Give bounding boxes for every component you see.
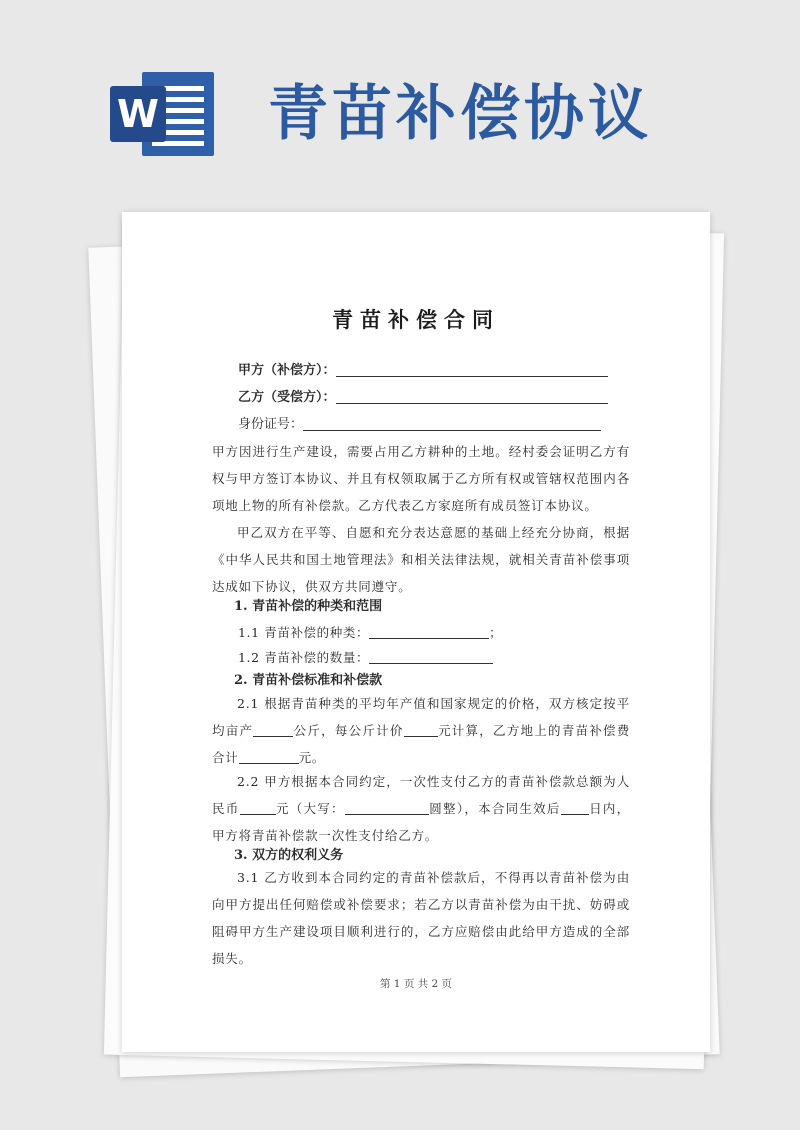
party-b-label: 乙方（受偿方）：: [238, 390, 336, 405]
clause-2-2-text-c: 圆整），本合同生效后: [428, 801, 561, 816]
clause-2-1-text-b: 公斤，每公斤计价: [293, 723, 404, 738]
document-page: [122, 212, 710, 1052]
item-1-1-label: 1.1 青苗补偿的种类：: [238, 625, 370, 640]
section-2-heading: 2. 青苗补偿标准和补偿款: [234, 673, 383, 688]
id-number-blank[interactable]: [303, 416, 601, 431]
document-content: [122, 212, 710, 1052]
unit-price-blank[interactable]: [404, 723, 438, 737]
page-footer: 第 1 页 共 2 页: [379, 978, 453, 990]
item-1-1: [238, 622, 502, 644]
clause-2-1-text-a: 2.1 根据青苗种类的平均年产值和国家规定的价格，双方核定按平均亩产: [212, 696, 630, 738]
word-icon-letter: W: [110, 86, 166, 142]
item-1-2: [238, 647, 493, 669]
id-number-label: 身份证号：: [238, 417, 304, 432]
word-icon: [110, 72, 214, 156]
clause-2-2-text-a: 2.2 甲方根据本合同约定，一次性支付乙方的青苗补偿款总额为人民币: [212, 774, 630, 816]
amount-blank[interactable]: [240, 801, 276, 815]
party-b-row: [238, 387, 608, 409]
item-1-1-end: ；: [489, 625, 503, 640]
clause-2-2-text-b: 元（大写：: [275, 801, 345, 816]
clause-2-1: [212, 690, 630, 771]
section-3-heading: 3. 双方的权利义务: [234, 848, 344, 863]
party-b-blank[interactable]: [336, 389, 608, 404]
id-number-row: [238, 414, 601, 436]
amount-words-blank[interactable]: [345, 801, 429, 815]
section-1-heading: 1. 青苗补偿的种类和范围: [234, 599, 383, 614]
item-1-1-blank[interactable]: [369, 625, 489, 639]
banner: [0, 0, 800, 200]
party-a-label: 甲方（补偿方）：: [238, 363, 336, 378]
clause-2-2-text-d: 日内，甲方将青苗补偿款一次性支付给乙方。: [212, 801, 630, 843]
total-fee-blank[interactable]: [239, 750, 299, 764]
item-1-2-label: 1.2 青苗补偿的数量：: [238, 650, 370, 665]
banner-title: 青苗补偿协议: [268, 79, 652, 149]
clause-2-1-text-c: 元计算，乙方地上的青苗补偿费合计: [212, 723, 631, 765]
party-a-blank[interactable]: [336, 362, 608, 377]
clause-3-1: 3.1 乙方收到本合同约定的青苗补偿款后，不得再以青苗补偿为由向甲方提出任何赔偿或补偿要求；若乙方以青苗补偿为由干扰、妨碍或阻碍甲方生产建设项目顺利进行的，乙方应赔偿由此给甲方造成的全部损失。: [212, 870, 630, 966]
paragraph-1: 甲方因进行生产建设，需要占用乙方耕种的土地。经村委会证明乙方有权与甲方签订本协议、并且有权领取属于乙方所有权或管辖权范围内各项地上物的所有补偿款。乙方代表乙方家庭所有成员签订本协议。: [212, 444, 630, 513]
days-blank[interactable]: [561, 801, 589, 815]
item-1-2-blank[interactable]: [369, 650, 493, 664]
clause-2-1-text-d: 元。: [298, 750, 326, 765]
document-title: 青苗补偿合同: [332, 307, 500, 332]
clause-2-2: [212, 768, 630, 849]
party-a-row: [238, 360, 608, 382]
paragraph-2: 甲乙双方在平等、自愿和充分表达意愿的基础上经充分协商，根据《中华人民共和国土地管理法》和相关法律法规，就相关青苗补偿事项达成如下协议，供双方共同遵守。: [212, 525, 630, 594]
yield-blank[interactable]: [253, 723, 293, 737]
